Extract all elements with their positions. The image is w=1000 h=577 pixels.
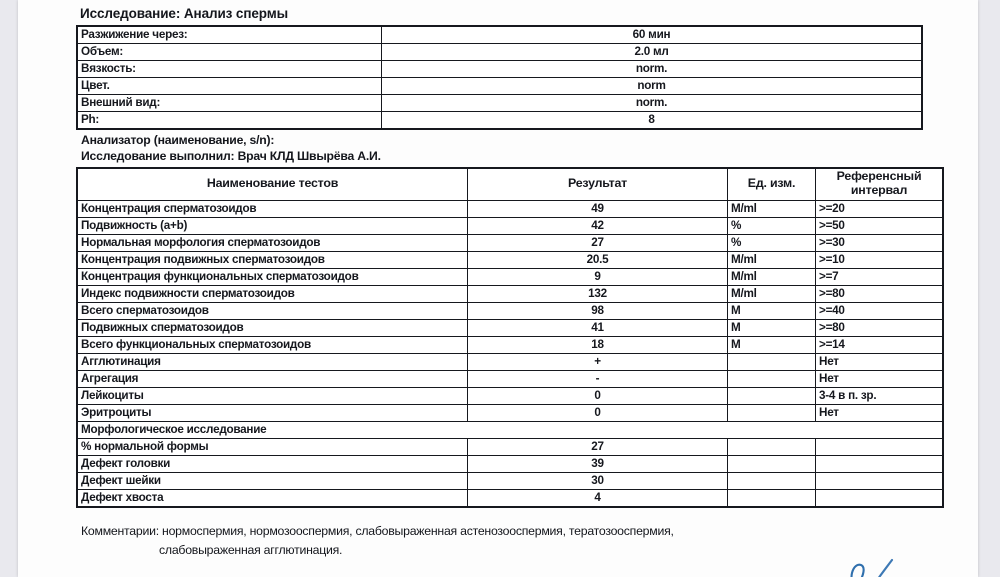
test-unit: % <box>728 217 816 234</box>
table-row <box>77 472 943 489</box>
table-row <box>77 95 922 112</box>
table-row <box>77 44 922 61</box>
properties-table-body <box>77 26 922 129</box>
test-name: Агглютинация <box>77 353 468 370</box>
test-unit: M <box>728 319 816 336</box>
table-row <box>77 336 943 353</box>
test-reference: 3-4 в п. зр. <box>816 387 944 404</box>
test-result: 39 <box>468 455 728 472</box>
test-result: 0 <box>468 387 728 404</box>
test-reference: Нет <box>816 370 944 387</box>
test-name: Агрегация <box>77 370 468 387</box>
table-row <box>77 489 943 507</box>
table-row <box>77 302 943 319</box>
table-row <box>77 438 943 455</box>
test-unit <box>728 353 816 370</box>
test-name: Всего функциональных сперматозоидов <box>77 336 468 353</box>
test-unit <box>728 472 816 489</box>
table-section-row <box>77 421 943 438</box>
test-reference: >=50 <box>816 217 944 234</box>
test-result: 49 <box>468 200 728 217</box>
test-name: Всего сперматозоидов <box>77 302 468 319</box>
property-label: Цвет. <box>77 78 382 95</box>
test-unit <box>728 438 816 455</box>
table-row <box>77 112 922 130</box>
test-result: 9 <box>468 268 728 285</box>
table-row <box>77 404 943 421</box>
test-name: Подвижность (a+b) <box>77 217 468 234</box>
table-row <box>77 268 943 285</box>
results-table <box>76 167 944 508</box>
property-value: norm <box>382 78 923 95</box>
property-value: norm. <box>382 95 923 112</box>
properties-table <box>76 25 923 130</box>
table-row <box>77 319 943 336</box>
column-header-unit: Ед. изм. <box>728 168 816 201</box>
test-result: 0 <box>468 404 728 421</box>
test-reference: Нет <box>816 404 944 421</box>
test-unit: M/ml <box>728 200 816 217</box>
results-table-head <box>77 168 943 201</box>
test-reference: >=10 <box>816 251 944 268</box>
property-value: norm. <box>382 61 923 78</box>
page-title: Исследование: Анализ спермы <box>80 6 289 21</box>
comments-line-1: нормоспермия, нормозооспермия, слабовыраженная астенозооспермия, тератозооспермия, <box>158 523 674 538</box>
test-reference: >=40 <box>816 302 944 319</box>
property-value: 60 мин <box>382 26 923 44</box>
property-value: 8 <box>382 112 923 130</box>
test-result: 41 <box>468 319 728 336</box>
section-header-morphology: Морфологическое исследование <box>77 421 943 438</box>
comments-line-2: слабовыраженная агглютинация. <box>159 542 343 557</box>
comments-block <box>76 508 924 560</box>
table-row <box>77 370 943 387</box>
test-reference: >=20 <box>816 200 944 217</box>
test-result: - <box>468 370 728 387</box>
column-header-name: Наименование тестов <box>77 168 468 201</box>
property-label: Объем: <box>77 44 382 61</box>
test-unit: M/ml <box>728 251 816 268</box>
results-table-body <box>77 200 943 507</box>
test-result: 4 <box>468 489 728 507</box>
table-row <box>77 61 922 78</box>
property-label: Разжижение через: <box>77 26 382 44</box>
test-result: 98 <box>468 302 728 319</box>
test-unit: M/ml <box>728 285 816 302</box>
test-unit: % <box>728 234 816 251</box>
comments-label: Комментарии: <box>81 523 159 538</box>
test-name: Индекс подвижности сперматозоидов <box>77 285 468 302</box>
test-unit <box>728 455 816 472</box>
test-unit <box>728 489 816 507</box>
notes-block <box>76 130 924 167</box>
test-reference: Нет <box>816 353 944 370</box>
table-header-row <box>77 168 943 201</box>
table-row <box>77 387 943 404</box>
test-result: 42 <box>468 217 728 234</box>
test-name: % нормальной формы <box>77 438 468 455</box>
test-name: Концентрация подвижных сперматозоидов <box>77 251 468 268</box>
property-value: 2.0 мл <box>382 44 923 61</box>
test-result: 27 <box>468 234 728 251</box>
test-reference: >=80 <box>816 319 944 336</box>
column-header-result: Результат <box>468 168 728 201</box>
performer-note: Исследование выполнил: Врач КЛД Швырёва А.И. <box>81 148 381 163</box>
test-name: Эритроциты <box>77 404 468 421</box>
test-result: + <box>468 353 728 370</box>
table-row <box>77 234 943 251</box>
table-row <box>77 26 922 44</box>
test-result: 18 <box>468 336 728 353</box>
table-row <box>77 285 943 302</box>
test-reference <box>816 438 944 455</box>
test-reference: >=30 <box>816 234 944 251</box>
test-reference <box>816 489 944 507</box>
document-page <box>18 0 978 577</box>
test-unit <box>728 387 816 404</box>
test-reference <box>816 472 944 489</box>
table-row <box>77 217 943 234</box>
test-name: Концентрация функциональных сперматозоидов <box>77 268 468 285</box>
test-unit: M <box>728 302 816 319</box>
table-row <box>77 251 943 268</box>
analyzer-note: Анализатор (наименование, s/n): <box>81 133 275 147</box>
test-name: Концентрация сперматозоидов <box>77 200 468 217</box>
test-result: 27 <box>468 438 728 455</box>
test-name: Дефект шейки <box>77 472 468 489</box>
column-header-reference: Референсный интервал <box>816 168 944 201</box>
test-result: 30 <box>468 472 728 489</box>
property-label: Внешний вид: <box>77 95 382 112</box>
table-row <box>77 200 943 217</box>
document-body <box>76 0 924 560</box>
test-name: Дефект головки <box>77 455 468 472</box>
property-label: Вязкость: <box>77 61 382 78</box>
test-name: Подвижных сперматозоидов <box>77 319 468 336</box>
test-reference: >=80 <box>816 285 944 302</box>
test-reference <box>816 455 944 472</box>
table-row <box>77 455 943 472</box>
test-reference: >=14 <box>816 336 944 353</box>
table-row <box>77 353 943 370</box>
test-result: 132 <box>468 285 728 302</box>
test-name: Дефект хвоста <box>77 489 468 507</box>
test-unit: M <box>728 336 816 353</box>
test-unit: M/ml <box>728 268 816 285</box>
test-result: 20.5 <box>468 251 728 268</box>
test-reference: >=7 <box>816 268 944 285</box>
test-name: Нормальная морфология сперматозоидов <box>77 234 468 251</box>
test-unit <box>728 370 816 387</box>
property-label: Ph: <box>77 112 382 130</box>
table-row <box>77 78 922 95</box>
test-name: Лейкоциты <box>77 387 468 404</box>
test-unit <box>728 404 816 421</box>
